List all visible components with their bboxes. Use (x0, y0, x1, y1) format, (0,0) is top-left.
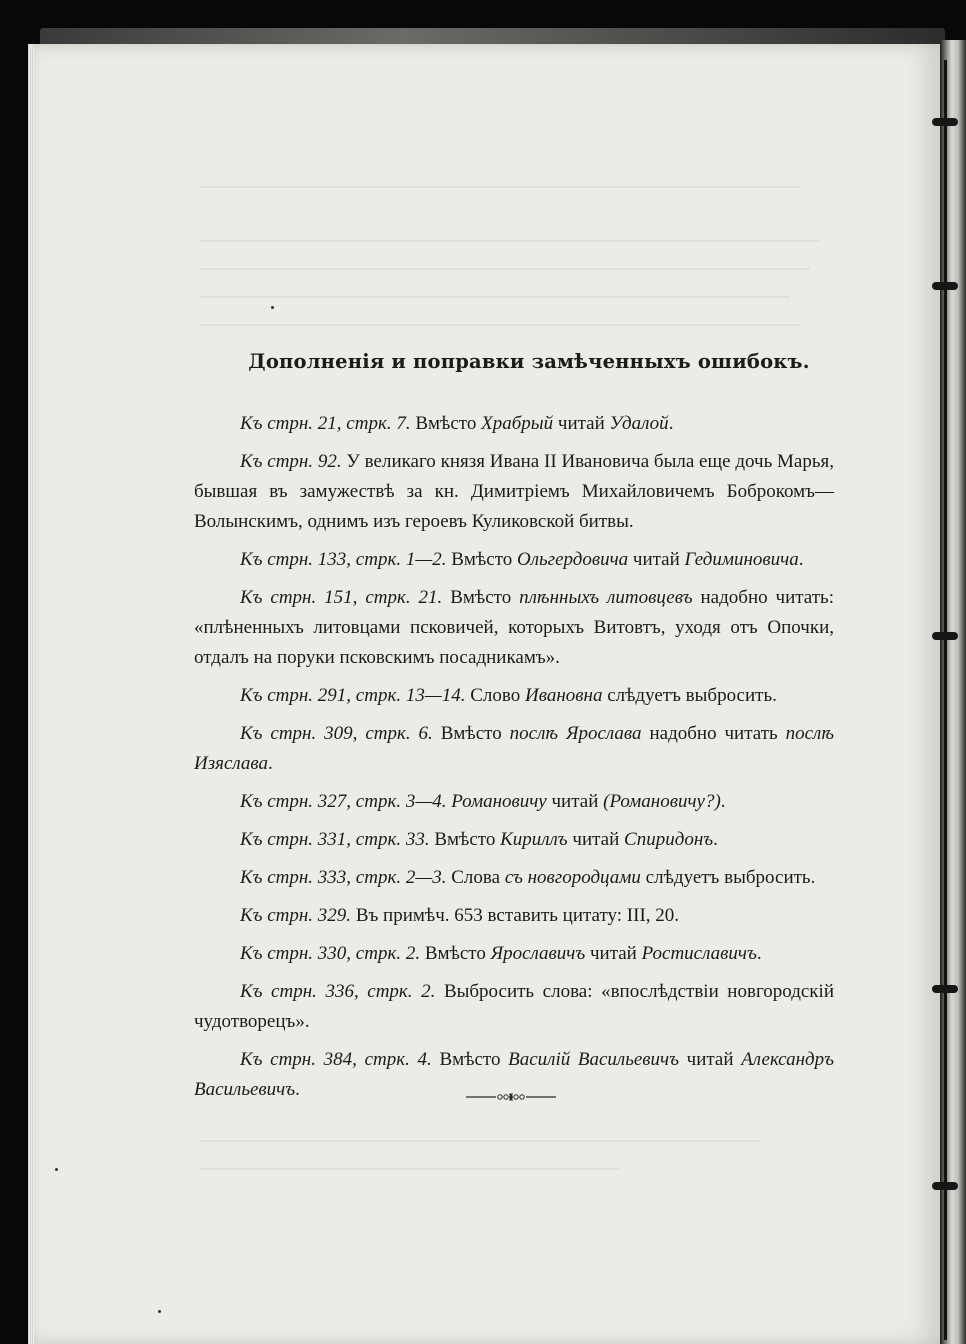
entry-text: надобно читать (641, 723, 786, 744)
entry-text: читай (585, 943, 642, 964)
entry-text: читай (553, 413, 610, 434)
scroll-ornament-icon (466, 1090, 556, 1104)
entry-reference: Къ стрн. 384, стрк. 4. (240, 1049, 432, 1070)
entry-correct-word: Гедиминовича (684, 549, 799, 570)
entry-text: . (756, 943, 762, 964)
binding-thread (944, 60, 947, 1340)
entry-text: . (720, 791, 726, 812)
binding-stitch (932, 282, 958, 290)
errata-list (194, 409, 834, 1105)
entry-text: . (295, 1079, 300, 1100)
binding-stitch (932, 632, 958, 640)
entry-correct-word: (Романовичу?) (603, 791, 721, 812)
entry-text: читай (628, 549, 685, 570)
entry-wrong-word: Ярославичъ (490, 943, 586, 964)
entry-reference: Къ стрн. 291, стрк. 13—14. (240, 685, 466, 706)
entry-reference: Къ стрн. 21, стрк. 7. (240, 413, 411, 434)
entry-text: Вмѣсто (431, 1049, 509, 1070)
entry-reference: Къ стрн. 133, стрк. 1—2. (240, 549, 447, 570)
show-through-line (200, 186, 800, 188)
errata-entry (194, 583, 834, 673)
errata-entry (194, 787, 834, 817)
entry-reference: Къ стрн. 92. (240, 451, 342, 472)
show-through-line (200, 296, 790, 298)
entry-text: слѣдуетъ выбросить. (602, 685, 777, 706)
entry-text: читай (567, 829, 625, 850)
show-through-line (200, 240, 820, 242)
page-title: Дополненія и поправки замѣченныхъ ошибокъ. (248, 350, 810, 373)
entry-correct-word: Спиридонъ (624, 829, 714, 850)
entry-correct-word: послѣ Изяслава (194, 723, 834, 774)
entry-wrong-word: плѣнныхъ литовцевъ (519, 587, 693, 608)
entry-correct-word: Ростиславичъ (641, 943, 757, 964)
entry-text: надобно читать: «плѣненныхъ литовцами псковичей, которыхъ Витовтъ, уходя отъ Опочки, отдалъ на поруки псковскимъ посадникамъ». (194, 587, 834, 668)
entry-reference: Къ стрн. 330, стрк. 2. (240, 943, 421, 964)
entry-reference: Къ стрн. 331, стрк. 33. (240, 829, 430, 850)
errata-entry (194, 681, 834, 711)
entry-text: Вмѣсто (446, 549, 517, 570)
entry-text: . (268, 753, 273, 774)
errata-section (194, 350, 834, 1113)
entry-text: Вмѣсто (429, 829, 501, 850)
entry-text: Вмѣсто (442, 587, 520, 608)
entry-text: слѣдуетъ выбросить. (640, 867, 816, 888)
entry-text: Вмѣсто (432, 723, 510, 744)
show-through-line (200, 1140, 760, 1142)
errata-entry (194, 863, 834, 893)
entry-reference: Къ стрн. 309, стрк. 6. (240, 723, 433, 744)
entry-reference: Къ стрн. 151, стрк. 21. (240, 587, 443, 608)
entry-wrong-word: Василій Васильевичъ (508, 1049, 679, 1070)
show-through-line (200, 268, 810, 270)
entry-wrong-word: Романовичу (451, 791, 547, 812)
entry-text: Слова (446, 867, 505, 888)
show-through-line (200, 324, 800, 326)
errata-entry (194, 447, 834, 537)
errata-entry (194, 825, 834, 855)
entry-text: . (668, 413, 674, 434)
errata-entry (194, 977, 834, 1037)
entry-text: Вмѣсто (420, 943, 491, 964)
entry-text: Слово (465, 685, 525, 706)
entry-wrong-word: съ новгородцами (504, 867, 641, 888)
errata-entry (194, 719, 834, 779)
speck (55, 1168, 58, 1171)
entry-text: читай (678, 1049, 742, 1070)
entry-text: . (798, 549, 804, 570)
entry-reference: Къ стрн. 333, стрк. 2—3. (240, 867, 447, 888)
errata-entry (194, 545, 834, 575)
entry-reference: Къ стрн. 336, стрк. 2. (240, 981, 436, 1002)
entry-wrong-word: Храбрый (481, 413, 554, 434)
entry-correct-word: Удалой (609, 413, 669, 434)
entry-wrong-word: Ивановна (525, 685, 603, 706)
entry-reference: Къ стрн. 329. (240, 905, 352, 926)
entry-text: читай (546, 791, 604, 812)
page-fore-edge (28, 44, 34, 1344)
speck (158, 1310, 161, 1313)
entry-wrong-word: послѣ Ярослава (509, 723, 642, 744)
show-through-line (200, 1168, 620, 1170)
entry-text: У великаго князя Ивана II Ивановича была еще дочь Марья, бывшая въ замужествѣ за кн. Димитріемъ Михайловичемъ Боброкомъ—Волынскимъ, однимъ изъ героевъ Куликовской битвы. (194, 451, 835, 532)
entry-wrong-word: Кириллъ (500, 829, 568, 850)
entry-text: Вмѣсто (410, 413, 482, 434)
binding-stitch (932, 985, 958, 993)
entry-correct-word: Александръ Васильевичъ (194, 1049, 834, 1100)
errata-entry (194, 939, 834, 969)
binding-stitch (932, 1182, 958, 1190)
binding-stitch (932, 118, 958, 126)
entry-reference: Къ стрн. 327, стрк. 3—4. (240, 791, 447, 812)
entry-wrong-word: Ольгердовича (517, 549, 629, 570)
errata-entry (194, 409, 834, 439)
errata-entry (194, 901, 834, 931)
speck (271, 306, 274, 309)
entry-text: . (713, 829, 718, 850)
entry-text: Въ примѣч. 653 вставить цитату: III, 20. (351, 905, 680, 926)
entry-text: Выбросить слова: «впослѣдствіи новгородскій чудотворецъ». (194, 981, 834, 1032)
